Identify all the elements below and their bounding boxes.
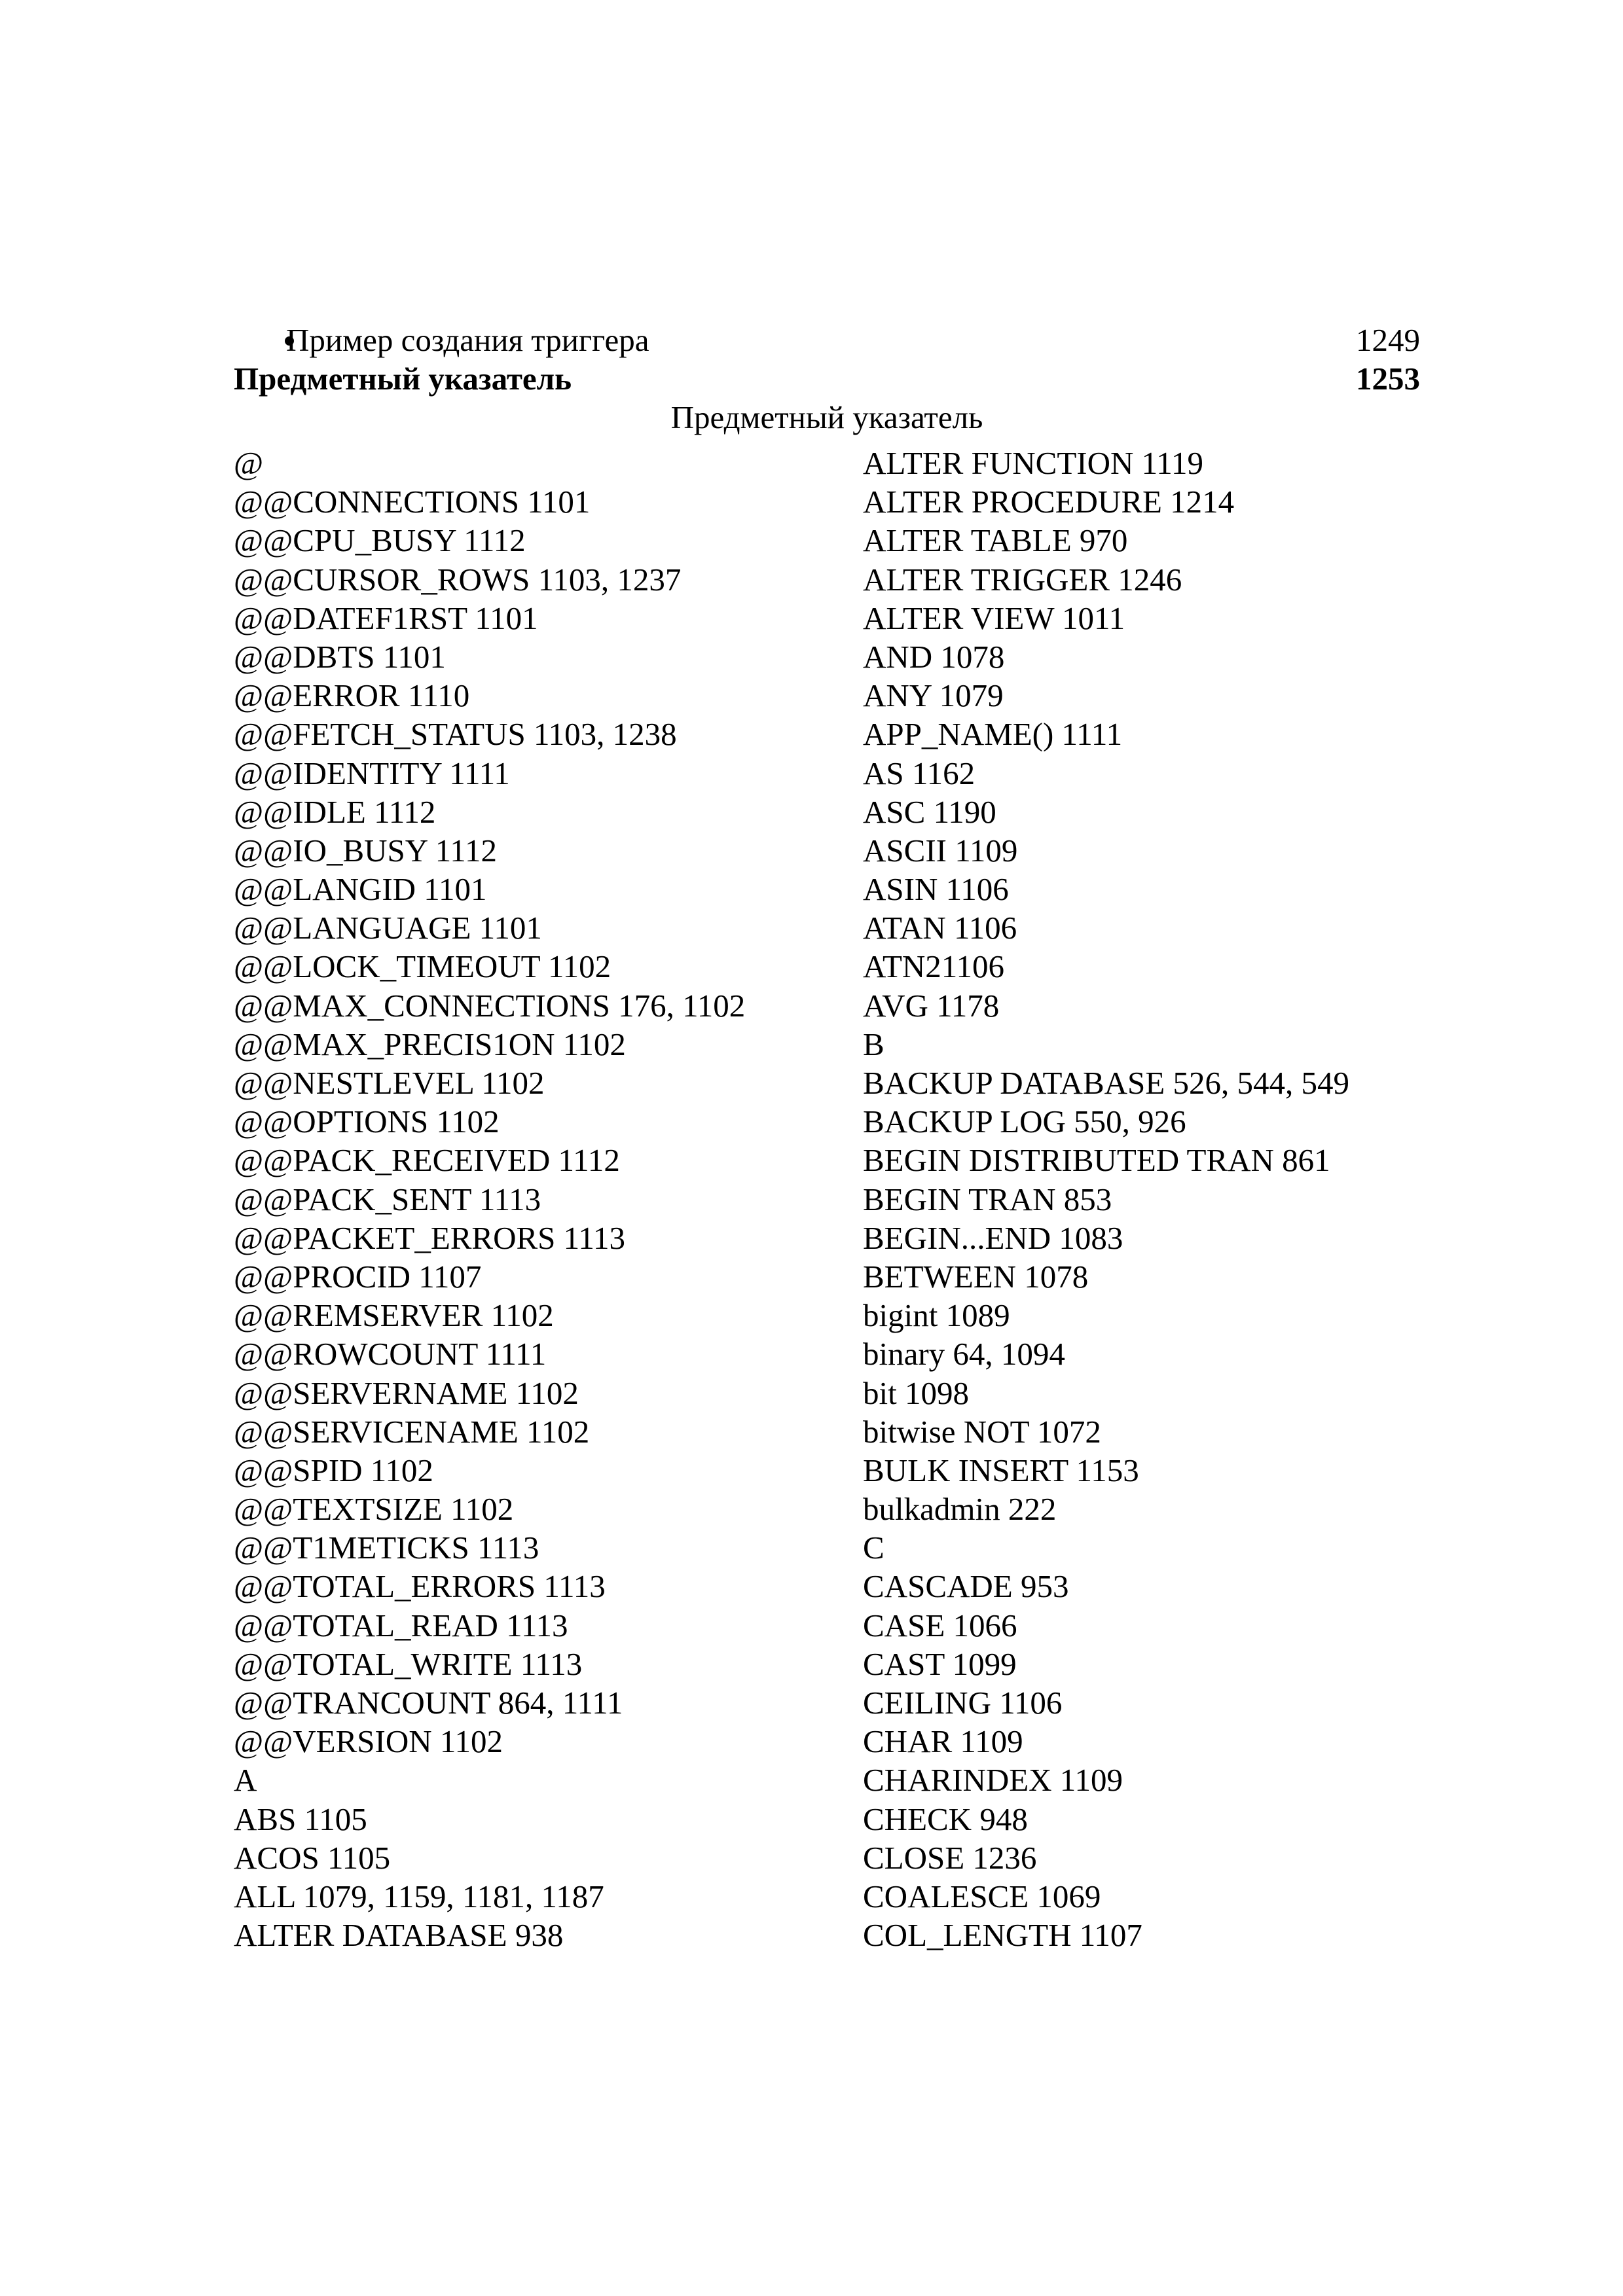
- index-entry: ASC 1190: [863, 793, 996, 830]
- index-entry: @@T1METICKS 1113: [234, 1530, 539, 1566]
- index-entry: CHARINDEX 1109: [863, 1762, 1123, 1799]
- toc-entry-trigger-example: [234, 321, 1420, 359]
- index-entry: APP_NAME() 1111: [863, 716, 1123, 753]
- toc-entry-page: 1249: [1356, 322, 1420, 358]
- index-entry: CAST 1099: [863, 1645, 1017, 1682]
- index-entry: @@VERSION 1102: [234, 1723, 503, 1760]
- index-entry: @@IDENTITY 1111: [234, 755, 510, 791]
- index-entry: BACKUP DATABASE 526, 544, 549: [863, 1065, 1349, 1101]
- index-entry: BEGIN TRAN 853: [863, 1181, 1112, 1217]
- index-entry: @@FETCH_STATUS 1103, 1238: [234, 716, 677, 753]
- index-entry: @@DBTS 1101: [234, 638, 446, 675]
- index-entry: ACOS 1105: [234, 1839, 391, 1876]
- index-entry: @@CURSOR_ROWS 1103, 1237: [234, 561, 682, 598]
- index-entry: @@TOTAL_ERRORS 1113: [234, 1568, 606, 1605]
- index-entry: @@MAX_CONNECTIONS 176, 1102: [234, 987, 746, 1024]
- index-entry: BACKUP LOG 550, 926: [863, 1103, 1186, 1140]
- index-entry: @@TEXTSIZE 1102: [234, 1491, 514, 1528]
- index-entry: CHAR 1109: [863, 1723, 1023, 1760]
- index-entry: AVG 1178: [863, 987, 1000, 1024]
- index-entry: CHECK 948: [863, 1801, 1028, 1837]
- index-entry: @@TOTAL_WRITE 1113: [234, 1645, 583, 1682]
- index-entry: @@TOTAL_READ 1113: [234, 1607, 568, 1643]
- index-entry: @@ERROR 1110: [234, 677, 470, 714]
- index-entry: @: [234, 445, 264, 481]
- index-entry: @@OPTIONS 1102: [234, 1103, 500, 1140]
- index-entry: ATN21106: [863, 948, 1004, 985]
- index-entry: CEILING 1106: [863, 1685, 1063, 1721]
- index-entry: @@LANGID 1101: [234, 871, 487, 908]
- toc-entry-label: Предметный указатель: [234, 361, 572, 397]
- index-entry: @@LOCK_TIMEOUT 1102: [234, 948, 611, 985]
- index-entry: BULK INSERT 1153: [863, 1452, 1139, 1488]
- index-entry: ALTER FUNCTION 1119: [863, 445, 1203, 481]
- index-entry: binary 64, 1094: [863, 1336, 1065, 1372]
- index-entry: BEGIN DISTRIBUTED TRAN 861: [863, 1142, 1330, 1179]
- index-entry: @@LANGUAGE 1101: [234, 910, 542, 946]
- index-entry: ABS 1105: [234, 1801, 367, 1837]
- index-entry: @@IDLE 1112: [234, 793, 436, 830]
- index-entry: CASCADE 953: [863, 1568, 1069, 1605]
- index-entry: BETWEEN 1078: [863, 1258, 1089, 1295]
- index-entry: ALTER DATABASE 938: [234, 1917, 564, 1954]
- index-entry: ALTER VIEW 1011: [863, 600, 1125, 636]
- index-entry: @@PACK_SENT 1113: [234, 1181, 541, 1217]
- index-column-left: [234, 444, 745, 1954]
- index-entry: @@IO_BUSY 1112: [234, 832, 497, 869]
- index-entry: @@ROWCOUNT 1111: [234, 1336, 547, 1372]
- index-entry: ASIN 1106: [863, 871, 1009, 908]
- index-entry: bulkadmin 222: [863, 1491, 1057, 1528]
- index-entry: CLOSE 1236: [863, 1839, 1037, 1876]
- index-entry: bigint 1089: [863, 1297, 1010, 1334]
- index-entry: @@NESTLEVEL 1102: [234, 1065, 545, 1101]
- index-entry: A: [234, 1762, 257, 1799]
- index-entry: @@CONNECTIONS 1101: [234, 484, 591, 520]
- index-entry: COALESCE 1069: [863, 1878, 1101, 1914]
- index-entry: ALL 1079, 1159, 1181, 1187: [234, 1878, 604, 1914]
- index-entry: bitwise NOT 1072: [863, 1413, 1101, 1450]
- index-column-right: [863, 444, 1349, 1954]
- index-entry: @@SERVERNAME 1102: [234, 1374, 579, 1411]
- index-entry: AS 1162: [863, 755, 976, 791]
- index-heading: Предметный указатель: [670, 399, 983, 435]
- index-entry: @@PROCID 1107: [234, 1258, 482, 1295]
- index-entry: @@REMSERVER 1102: [234, 1297, 554, 1334]
- index-entry: ASCII 1109: [863, 832, 1018, 869]
- index-entry: @@PACKET_ERRORS 1113: [234, 1219, 626, 1256]
- index-entry: CASE 1066: [863, 1607, 1017, 1643]
- index-entry: bit 1098: [863, 1374, 969, 1411]
- index-entry: @@TRANCOUNT 864, 1111: [234, 1685, 623, 1721]
- index-entry: ALTER PROCEDURE 1214: [863, 484, 1235, 520]
- index-entry: B: [863, 1026, 884, 1062]
- index-entry: BEGIN...END 1083: [863, 1219, 1123, 1256]
- toc-entry-subject-index: [234, 359, 1420, 398]
- index-entry: @@CPU_BUSY 1112: [234, 522, 526, 559]
- index-entry: @@PACK_RECEIVED 1112: [234, 1142, 620, 1179]
- index-entry: ALTER TABLE 970: [863, 522, 1128, 559]
- toc-entry-label: Пример создания триггера: [286, 322, 649, 358]
- index-entry: @@SERVICENAME 1102: [234, 1413, 590, 1450]
- index-entry: ATAN 1106: [863, 910, 1017, 946]
- index-entry: ALTER TRIGGER 1246: [863, 561, 1182, 598]
- index-entry: @@SPID 1102: [234, 1452, 433, 1488]
- toc-entry-page: 1253: [1356, 361, 1420, 397]
- index-entry: COL_LENGTH 1107: [863, 1917, 1142, 1954]
- index-entry: @@MAX_PRECIS1ON 1102: [234, 1026, 626, 1062]
- index-entry: ANY 1079: [863, 677, 1004, 714]
- index-entry: AND 1078: [863, 638, 1005, 675]
- index-entry: C: [863, 1530, 884, 1566]
- index-entry: @@DATEF1RST 1101: [234, 600, 538, 636]
